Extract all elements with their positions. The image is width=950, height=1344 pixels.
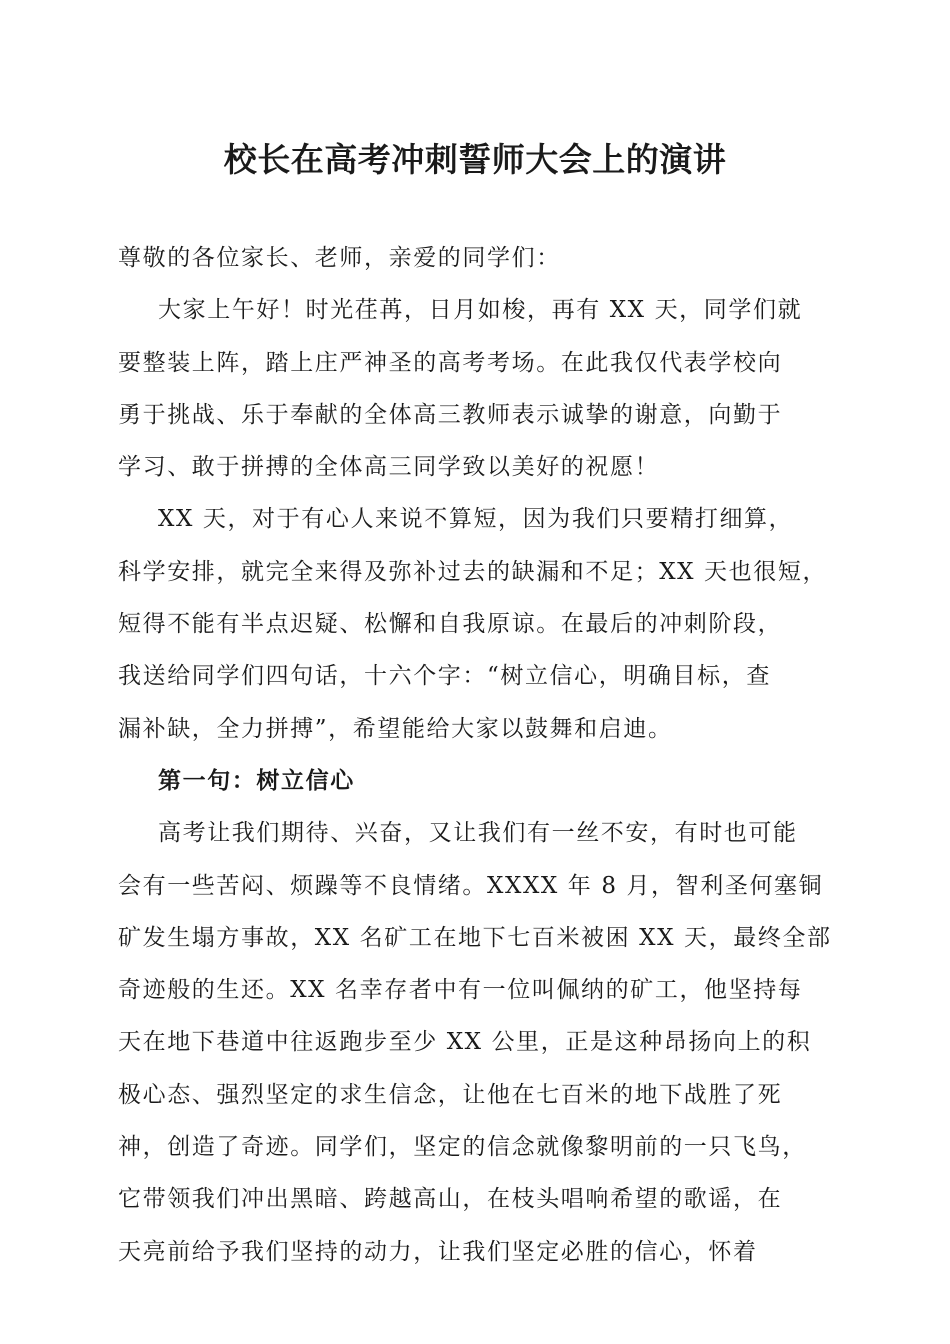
document-title: 校长在高考冲刺誓师大会上的演讲 — [223, 140, 727, 179]
greeting-line: 尊敬的各位家长、老师，亲爱的同学们： — [118, 245, 561, 271]
paragraph-line: 科学安排，就完全来得及弥补过去的缺漏和不足；XX 天也很短， — [118, 558, 828, 585]
section-heading: 第一句：树立信心 — [158, 766, 355, 794]
paragraph-line: 要整装上阵，踏上庄严神圣的高考考场。在此我仅代表学校向 — [118, 349, 783, 376]
paragraph-line: XX 天，对于有心人来说不算短，因为我们只要精打细算， — [158, 506, 794, 533]
document-body — [118, 232, 838, 1278]
paragraph-line: 它带领我们冲出黑暗、跨越高山，在枝头唱响希望的歌谣，在 — [118, 1186, 783, 1213]
paragraph-line: 我送给同学们四句话，十六个字：“树立信心，明确目标，查 — [118, 663, 771, 690]
paragraph-line: 会有一些苦闷、烦躁等不良情绪。XXXX 年 8 月，智利圣何塞铜 — [118, 872, 824, 899]
paragraph-line: 神，创造了奇迹。同学们，坚定的信念就像黎明前的一只飞鸟， — [118, 1134, 807, 1161]
paragraph-line: 短得不能有半点迟疑、松懈和自我原谅。在最后的冲刺阶段， — [118, 611, 783, 638]
paragraph-line: 漏补缺，全力拼搏”，希望能给大家以鼓舞和启迪。 — [118, 715, 673, 742]
paragraph-line: 勇于挑战、乐于奉献的全体高三教师表示诚挚的谢意，向勤于 — [118, 401, 783, 428]
paragraph-line: 大家上午好！时光荏苒，日月如梭，再有 XX 天，同学们就 — [158, 297, 803, 324]
paragraph-line: 天亮前给予我们坚持的动力，让我们坚定必胜的信心，怀着 — [118, 1238, 758, 1265]
paragraph-line: 奇迹般的生还。XX 名幸存者中有一位叫佩纳的矿工，他坚持每 — [118, 977, 803, 1004]
paragraph-line: 天在地下巷道中往返跑步至少 XX 公里，正是这种昂扬向上的积 — [118, 1029, 812, 1056]
paragraph-line: 矿发生塌方事故，XX 名矿工在地下七百米被困 XX 天，最终全部 — [118, 924, 832, 951]
paragraph-line: 高考让我们期待、兴奋，又让我们有一丝不安，有时也可能 — [158, 820, 798, 847]
paragraph-line: 极心态、强烈坚定的求生信念，让他在七百米的地下战胜了死 — [118, 1081, 783, 1108]
paragraph-line: 学习、敢于拼搏的全体高三同学致以美好的祝愿！ — [118, 454, 660, 481]
